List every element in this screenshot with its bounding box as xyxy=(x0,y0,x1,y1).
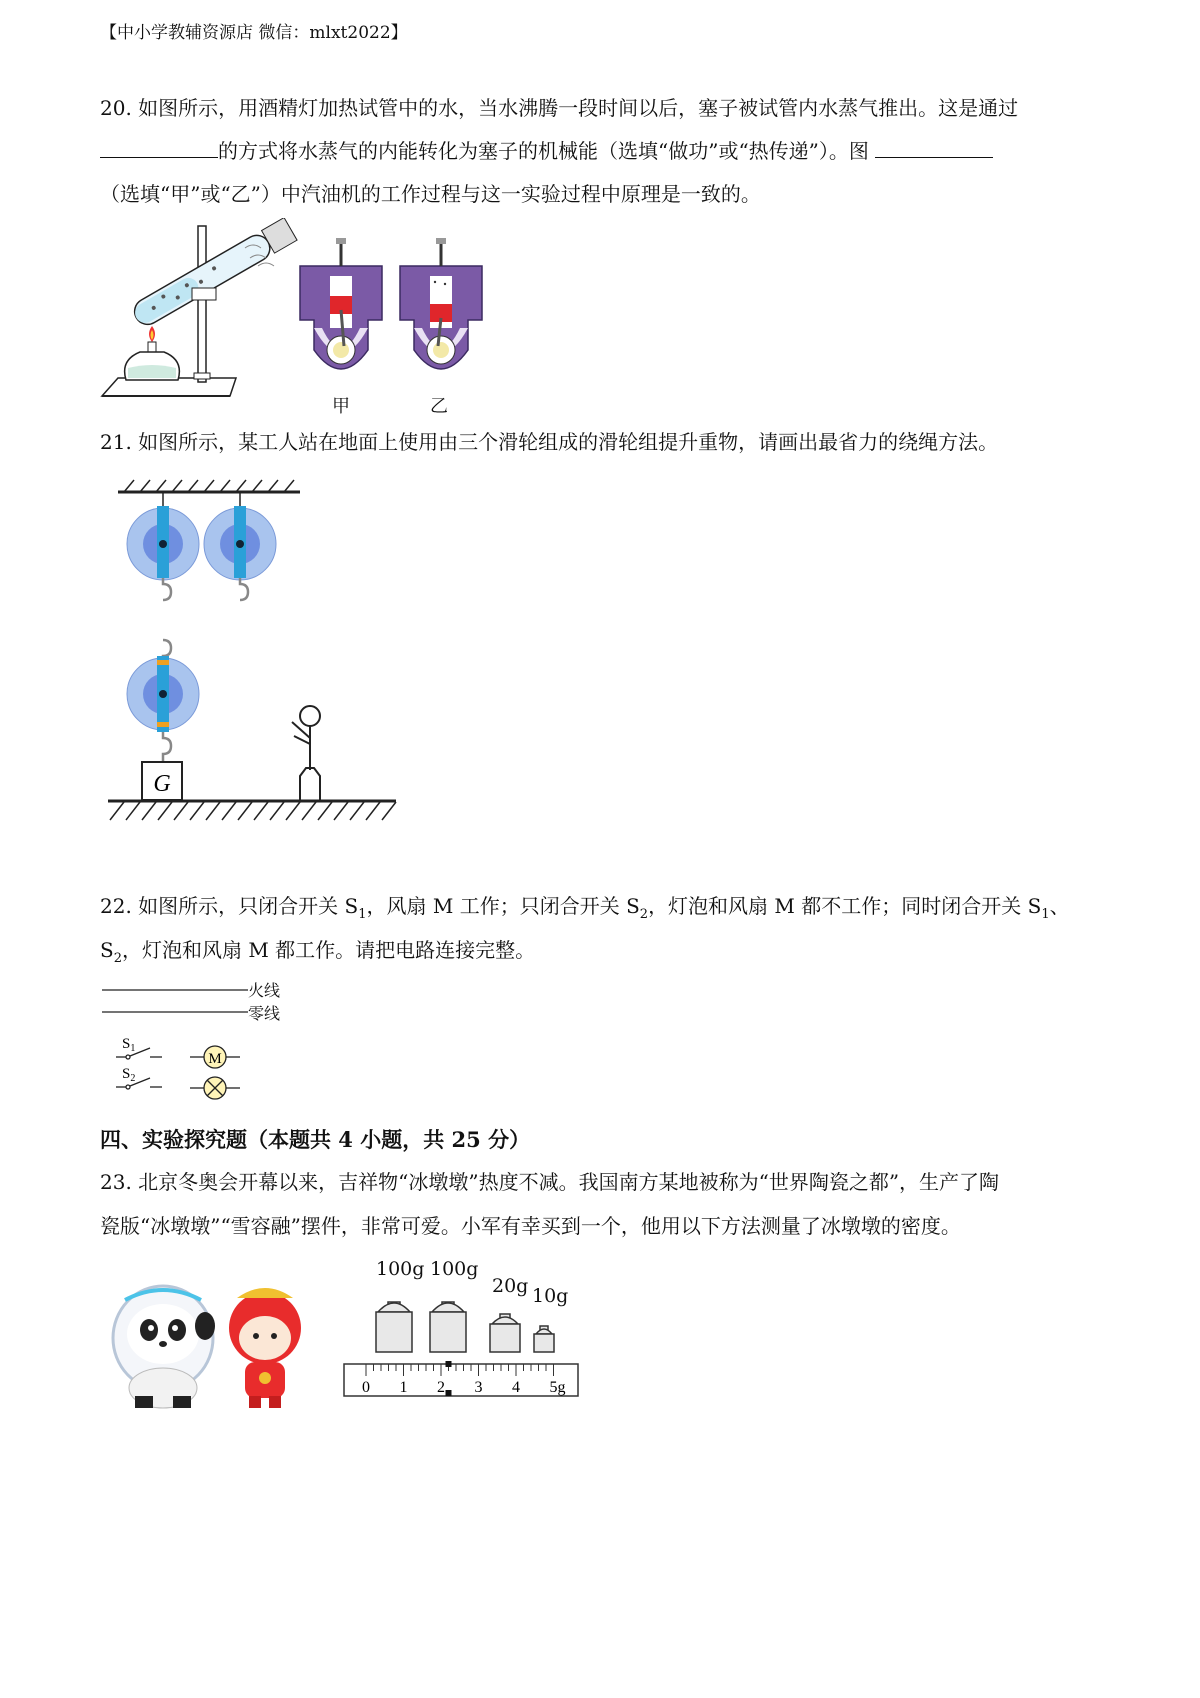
mascots-image xyxy=(105,1270,320,1410)
q23-line1: 23. 北京冬奥会开幕以来，吉祥物“冰墩墩”热度不减。我国南方某地被称为“世界陶瓷之都”，生产了陶 xyxy=(100,1170,1000,1194)
neutral-wire-label: 零线 xyxy=(248,1004,281,1023)
scale-tick-label: 0 xyxy=(362,1379,370,1396)
q22-l1-a: 22. 如图所示，只闭合开关 S xyxy=(100,894,359,918)
engine-yi xyxy=(400,238,482,369)
page-header: 【中小学教辅资源店 微信：mlxt2022】 xyxy=(100,23,408,43)
answer-blank-1[interactable] xyxy=(100,139,218,158)
movable-pulley xyxy=(127,640,199,764)
engine-jia xyxy=(300,238,382,369)
rider-marker-bottom xyxy=(446,1390,452,1396)
weight-100g-b-cap xyxy=(432,1303,464,1312)
q23-line2: 瓷版“冰墩墩”“雪容融”摆件，非常可爱。小军有幸买到一个，他用以下方法测量了冰墩墩的密度。 xyxy=(100,1214,961,1238)
q22-line1 xyxy=(100,892,1070,929)
weight-label-4: 10g xyxy=(532,1285,569,1307)
scale-tick-label: 2 xyxy=(437,1379,445,1396)
bing-dwen-dwen-figure xyxy=(113,1286,215,1408)
q21-line1: 21. 如图所示，某工人站在地面上使用由三个滑轮组成的滑轮组提升重物，请画出最省力的绕绳方法。 xyxy=(100,430,999,454)
q22-sub2: 2 xyxy=(639,907,649,922)
answer-blank-2[interactable] xyxy=(875,139,993,158)
ceiling xyxy=(118,480,300,492)
weight-100g-b-body xyxy=(430,1312,466,1352)
weight-20g-cap xyxy=(492,1317,518,1324)
q22-sub2b: 2 xyxy=(113,951,122,966)
fixed-pulley-left xyxy=(127,492,199,600)
section-4-title: 四、实验探究题（本题共 4 小题，共 25 分） xyxy=(100,1127,531,1152)
weight-label-3: 20g xyxy=(492,1275,529,1297)
q20-line2 xyxy=(100,137,993,165)
s2-label: $S_2$ xyxy=(122,1066,136,1084)
worker-figure xyxy=(292,706,320,800)
weight-100g-a-cap xyxy=(378,1303,410,1312)
q22-l2-a: S xyxy=(100,938,114,962)
label-jia: 甲 xyxy=(332,396,350,417)
q22-sub1: 1 xyxy=(358,907,367,922)
q22-l1-b: ，风扇 M 工作；只闭合开关 S xyxy=(366,894,640,918)
scale-tick-label: 1 xyxy=(399,1379,408,1396)
scale-tick-label: 4 xyxy=(512,1379,520,1396)
weight-label-2: 100g xyxy=(430,1258,479,1280)
ground xyxy=(108,801,396,820)
weight-20g-body xyxy=(490,1324,520,1352)
fixed-pulley-right xyxy=(204,492,276,600)
shuey-rhon-rhon-figure xyxy=(229,1288,301,1408)
q20-line2-text: 的方式将水蒸气的内能转化为塞子的机械能（选填“做功”或“热传递”）。图 xyxy=(218,139,869,163)
q22-line2 xyxy=(100,936,535,973)
weight-label-1: 100g xyxy=(376,1258,425,1280)
scale-tick-label: 3 xyxy=(474,1379,483,1396)
weight-set xyxy=(376,1302,554,1352)
q20-line3: （选填“甲”或“乙”）中汽油机的工作过程与这一实验过程中原理是一致的。 xyxy=(100,182,761,206)
q22-l1-d: 、 xyxy=(1049,894,1070,918)
alcohol-lamp xyxy=(125,326,180,380)
weight-10g-body xyxy=(534,1334,554,1352)
scale-tick-label: 5g xyxy=(549,1379,566,1396)
q21-pulley-figure xyxy=(100,470,410,840)
q22-l1-c: ，灯泡和风扇 M 都不工作；同时闭合开关 S xyxy=(648,894,1042,918)
q20-figure xyxy=(100,218,500,418)
light-bulb xyxy=(190,1077,240,1099)
q22-sub1b: 1 xyxy=(1041,907,1050,922)
rider-marker[interactable] xyxy=(446,1361,452,1367)
label-yi: 乙 xyxy=(430,396,448,417)
live-wire-label: 火线 xyxy=(248,981,281,1000)
weight-label: G xyxy=(153,771,171,797)
q22-l2-b: ，灯泡和风扇 M 都工作。请把电路连接完整。 xyxy=(121,938,536,962)
weight-100g-a-body xyxy=(376,1312,412,1352)
test-tube xyxy=(130,218,297,329)
q20-line1: 20. 如图所示，用酒精灯加热试管中的水，当水沸腾一段时间以后，塞子被试管内水蒸气推出。这是通过 xyxy=(100,96,1019,120)
weights-and-scale-figure xyxy=(340,1280,590,1405)
s1-label: $S_1$ xyxy=(122,1036,136,1054)
balance-scale-ruler xyxy=(344,1361,578,1396)
motor-label: M xyxy=(208,1051,222,1067)
